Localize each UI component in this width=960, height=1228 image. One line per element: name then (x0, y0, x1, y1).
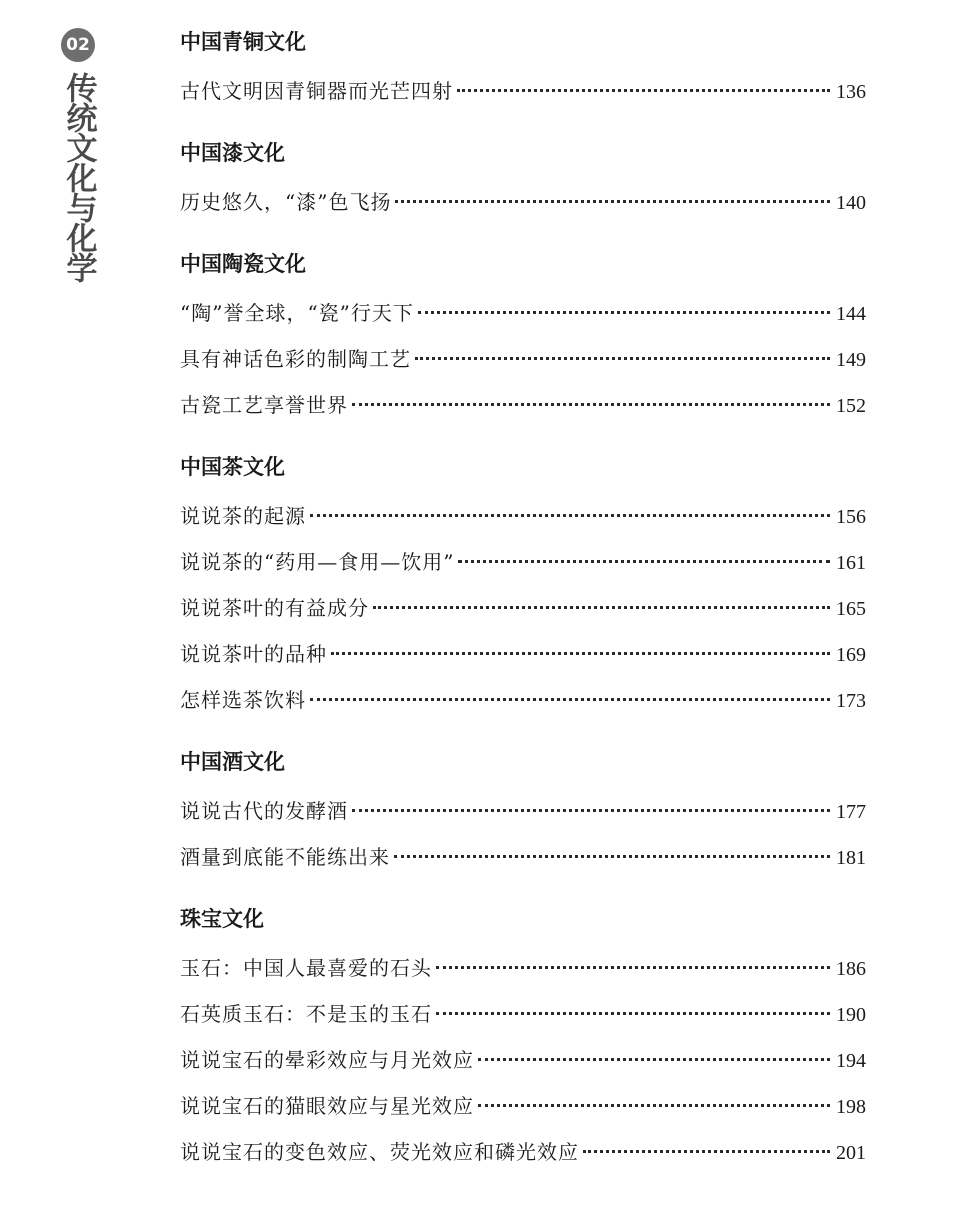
entry-page-number: 161 (836, 552, 866, 574)
section-ceramics-culture (180, 244, 866, 428)
dot-leader (395, 200, 830, 203)
entry-title: 说说宝石的晕彩效应与月光效应 (180, 1048, 474, 1072)
toc-entry[interactable] (180, 493, 866, 539)
entry-title: 石英质玉石：不是玉的玉石 (180, 1002, 432, 1026)
toc-entry[interactable] (180, 336, 866, 382)
dot-leader (415, 357, 830, 360)
entry-title: 古代文明因青铜器而光芒四射 (180, 79, 453, 103)
entry-page-number: 173 (836, 690, 866, 712)
entry-page-number: 156 (836, 506, 866, 528)
entry-page-number: 177 (836, 801, 866, 823)
entry-page-number: 169 (836, 644, 866, 666)
dot-leader (352, 809, 830, 812)
entry-title: “陶”誉全球，“瓷”行天下 (180, 301, 414, 325)
toc-entry[interactable] (180, 788, 866, 834)
toc-entry[interactable] (180, 179, 866, 225)
entry-title: 怎样选茶饮料 (180, 688, 306, 712)
entry-title: 玉石：中国人最喜爱的石头 (180, 956, 432, 980)
chapter-title: 传统文化与化学 (60, 72, 97, 282)
toc-entry[interactable] (180, 290, 866, 336)
entry-title: 说说茶叶的有益成分 (180, 596, 369, 620)
toc-entry[interactable] (180, 945, 866, 991)
section-title: 珠宝文化 (180, 907, 264, 931)
dot-leader (583, 1150, 830, 1153)
entry-page-number: 149 (836, 349, 866, 371)
section-jewelry-culture (180, 899, 866, 1175)
entry-title: 说说古代的发酵酒 (180, 799, 348, 823)
entry-title: 古瓷工艺享誉世界 (180, 393, 348, 417)
section-title: 中国漆文化 (180, 141, 285, 165)
toc-entry[interactable] (180, 834, 866, 880)
entry-page-number: 194 (836, 1050, 866, 1072)
section-title: 中国陶瓷文化 (180, 252, 306, 276)
entry-title: 说说宝石的猫眼效应与星光效应 (180, 1094, 474, 1118)
entry-page-number: 136 (836, 81, 866, 103)
toc-entry[interactable] (180, 1037, 866, 1083)
entry-page-number: 165 (836, 598, 866, 620)
entry-title: 说说宝石的变色效应、荧光效应和磷光效应 (180, 1140, 579, 1164)
entry-page-number: 140 (836, 192, 866, 214)
entry-title: 说说茶的起源 (180, 504, 306, 528)
toc-entry[interactable] (180, 1129, 866, 1175)
dot-leader (478, 1104, 830, 1107)
section-lacquer-culture (180, 133, 866, 225)
toc-entry[interactable] (180, 991, 866, 1037)
dot-leader (310, 514, 830, 517)
entry-page-number: 181 (836, 847, 866, 869)
entry-page-number: 144 (836, 303, 866, 325)
entry-page-number: 190 (836, 1004, 866, 1026)
dot-leader (394, 855, 830, 858)
toc-entry[interactable] (180, 382, 866, 428)
chapter-number-badge: 02 (61, 28, 95, 62)
entry-page-number: 186 (836, 958, 866, 980)
dot-leader (331, 652, 830, 655)
table-of-contents (180, 22, 866, 1194)
dot-leader (310, 698, 830, 701)
entry-title: 具有神话色彩的制陶工艺 (180, 347, 411, 371)
dot-leader (478, 1058, 830, 1061)
toc-entry[interactable] (180, 68, 866, 114)
entry-title: 说说茶叶的品种 (180, 642, 327, 666)
toc-entry[interactable] (180, 539, 866, 585)
entry-title: 历史悠久，“漆”色飞扬 (180, 190, 392, 214)
toc-entry[interactable] (180, 1083, 866, 1129)
section-tea-culture (180, 447, 866, 723)
entry-page-number: 201 (836, 1142, 866, 1164)
section-bronze-culture (180, 22, 866, 114)
entry-page-number: 152 (836, 395, 866, 417)
section-title: 中国茶文化 (180, 455, 285, 479)
dot-leader (436, 1012, 830, 1015)
entry-title: 说说茶的“药用—食用—饮用” (180, 550, 455, 574)
dot-leader (458, 560, 830, 563)
section-title: 中国青铜文化 (180, 30, 306, 54)
chapter-sidebar (56, 28, 100, 282)
entry-page-number: 198 (836, 1096, 866, 1118)
toc-entry[interactable] (180, 585, 866, 631)
section-title: 中国酒文化 (180, 750, 285, 774)
entry-title: 酒量到底能不能练出来 (180, 845, 390, 869)
toc-entry[interactable] (180, 631, 866, 677)
dot-leader (352, 403, 830, 406)
toc-entry[interactable] (180, 677, 866, 723)
section-wine-culture (180, 742, 866, 880)
dot-leader (457, 89, 830, 92)
dot-leader (373, 606, 830, 609)
dot-leader (418, 311, 830, 314)
dot-leader (436, 966, 830, 969)
